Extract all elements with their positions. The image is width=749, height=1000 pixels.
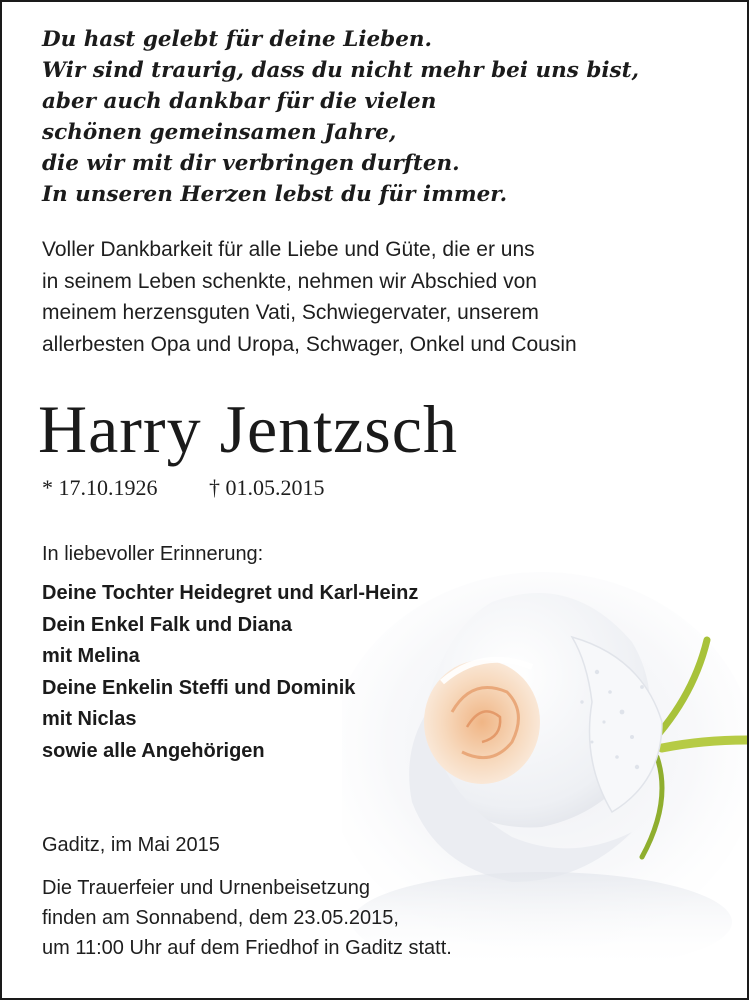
poem <box>42 24 722 210</box>
intro-line: meinem herzensguten Vati, Schwiegervater, unserem <box>42 301 539 324</box>
death-date: † 01.05.2015 <box>209 475 325 500</box>
funeral-info <box>42 873 452 963</box>
deceased-name: Harry Jentzsch <box>38 391 458 467</box>
poem-line: Du hast gelebt für deine Lieben. <box>42 27 433 52</box>
mourner-line: Dein Enkel Falk und Diana <box>42 613 293 636</box>
funeral-line: um 11:00 Uhr auf dem Friedhof in Gaditz statt. <box>42 937 452 959</box>
mourner-line: Deine Enkelin Steffi und Dominik <box>42 676 356 699</box>
poem-line: Wir sind traurig, dass du nicht mehr bei uns bist, <box>42 58 640 83</box>
funeral-line: Die Trauerfeier und Urnenbeisetzung <box>42 877 370 899</box>
poem-line: schönen gemeinsamen Jahre, <box>42 120 397 145</box>
poem-line: die wir mit dir verbringen durften. <box>42 151 460 176</box>
funeral-line: finden am Sonnabend, dem 23.05.2015, <box>42 907 399 929</box>
mourner-line: sowie alle Angehörigen <box>42 739 265 762</box>
life-dates <box>42 473 325 503</box>
poem-line: aber auch dankbar für die vielen <box>42 89 437 114</box>
mourner-line: Deine Tochter Heidegret und Karl-Heinz <box>42 582 419 604</box>
mourner-line: mit Niclas <box>42 708 137 730</box>
mourner-line: mit Melina <box>42 645 140 667</box>
mourners-list <box>42 578 418 767</box>
intro-text <box>42 234 732 360</box>
intro-line: allerbesten Opa und Uropa, Schwager, Onkel und Cousin <box>42 332 577 356</box>
memory-heading: In liebevoller Erinnerung: <box>42 543 264 565</box>
birth-date: * 17.10.1926 <box>42 475 158 500</box>
poem-line: In unseren Herzen lebst du für immer. <box>42 182 508 207</box>
place-date: Gaditz, im Mai 2015 <box>42 834 220 856</box>
intro-line: in seinem Leben schenkte, nehmen wir Abschied von <box>42 269 537 293</box>
intro-line: Voller Dankbarkeit für alle Liebe und Güte, die er uns <box>42 238 535 261</box>
